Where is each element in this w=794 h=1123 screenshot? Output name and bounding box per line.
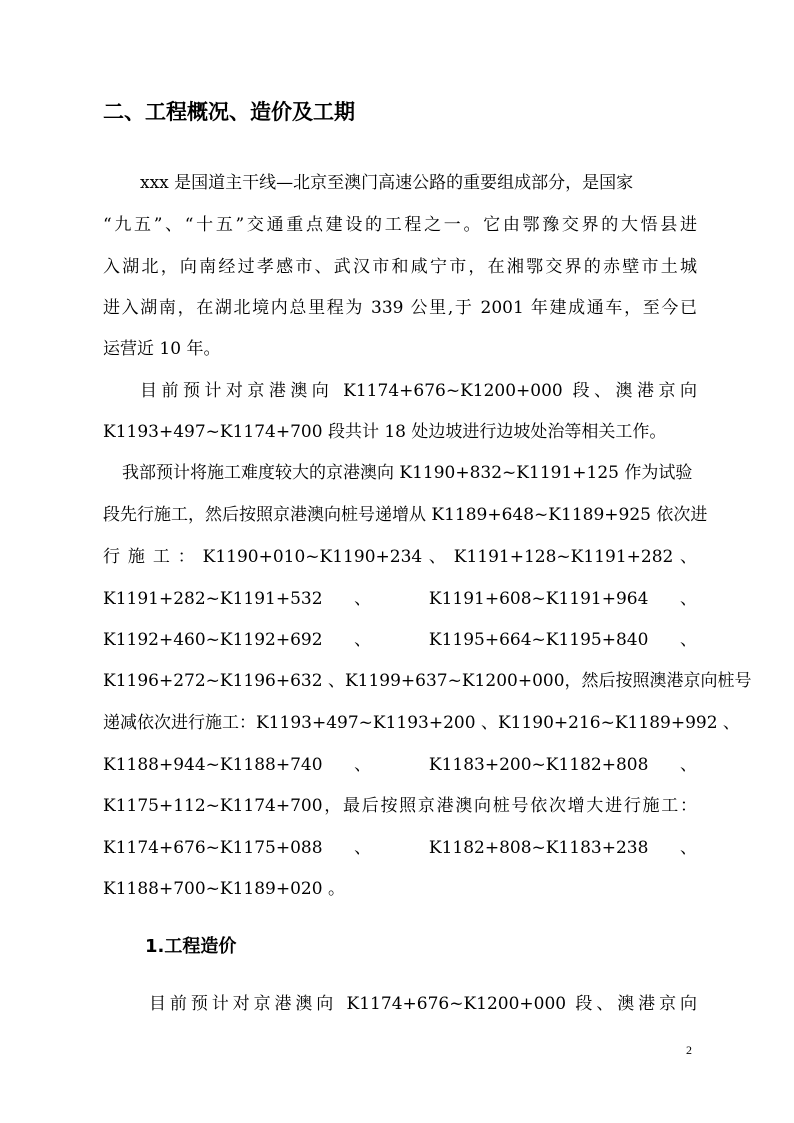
paragraph2-line-1: 目前预计对京港澳向 K1174+676~K1200+000 段、澳港京向: [140, 381, 697, 401]
page-number: 2: [686, 1043, 692, 1057]
paragraph3-line-6: K1196+272~K1196+632 、K1199+637~K1200+000，然后按照澳港京向桩号: [103, 671, 752, 691]
paragraph3-line-1: 我部预计将施工难度较大的京港澳向 K1190+832~K1191+125 作为试验: [122, 463, 693, 483]
section-heading: 二、工程概况、造价及工期: [103, 99, 355, 124]
subsection-heading: 1.工程造价: [145, 936, 237, 957]
paragraph3-line-9: K1175+112~K1174+700，最后按照京港澳向桩号依次增大进行施工：: [103, 796, 697, 816]
paragraph3-line-2: 段先行施工，然后按照京港澳向桩号递增从 K1189+648~K1189+925 依次进: [103, 505, 708, 525]
paragraph4-line-1: 目前预计对京港澳向 K1174+676~K1200+000 段、澳港京向: [149, 994, 697, 1014]
paragraph3-line-5: K1192+460~K1192+692 、 K1195+664~K1195+840 、: [103, 630, 697, 650]
paragraph3-line-3: 行 施 工 ： K1190+010~K1190+234 、 K1191+128~K1191+282 、: [103, 547, 697, 567]
paragraph3-line-4: K1191+282~K1191+532 、 K1191+608~K1191+964 、: [103, 589, 697, 609]
paragraph2-line-2: K1193+497~K1174+700 段共计 18 处边坡进行边坡处治等相关工作。: [103, 422, 667, 442]
paragraph1-line-1: xxx 是国道主干线—北京至澳门高速公路的重要组成部分，是国家: [140, 173, 634, 193]
paragraph1-line-3: 入湖北，向南经过孝感市、武汉市和咸宁市，在湘鄂交界的赤壁市土城: [103, 257, 697, 277]
paragraph1-line-5: 运营近 10 年。: [103, 339, 221, 359]
paragraph3-line-11: K1188+700~K1189+020 。: [103, 879, 345, 899]
paragraph3-line-7: 递减依次进行施工：K1193+497~K1193+200 、K1190+216~K1189+992 、: [103, 713, 740, 733]
paragraph3-line-10: K1174+676~K1175+088 、 K1182+808~K1183+238 、: [103, 838, 697, 858]
paragraph1-line-4: 进入湖南，在湖北境内总里程为 339 公里,于 2001 年建成通车，至今已: [103, 298, 697, 318]
paragraph3-line-8: K1188+944~K1188+740 、 K1183+200~K1182+808 、: [103, 755, 697, 775]
paragraph1-line-2: “九五”、“十五”交通重点建设的工程之一。它由鄂豫交界的大悟县进: [103, 215, 697, 235]
